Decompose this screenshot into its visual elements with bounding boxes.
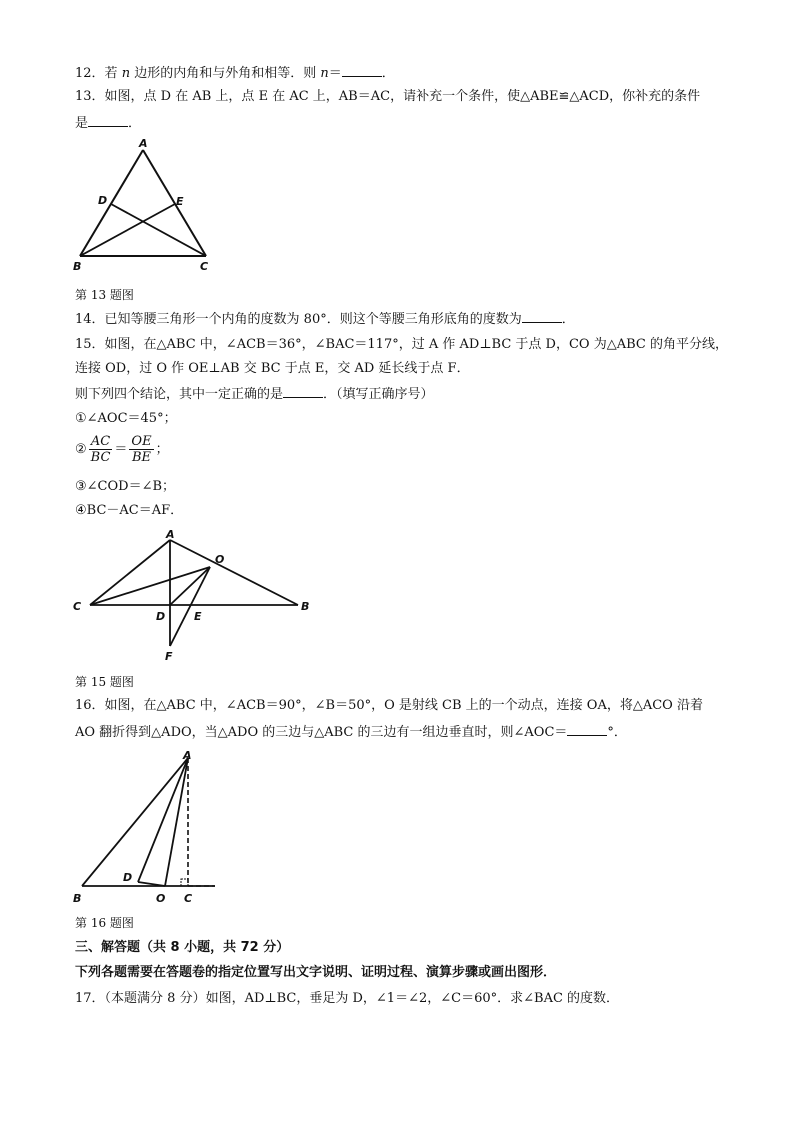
figure-13-caption: 第 13 题图 xyxy=(75,288,134,302)
q15-frac2-denominator: BE xyxy=(131,450,152,465)
fig15-label-d: D xyxy=(156,610,166,623)
q15-frac1-numerator: AC xyxy=(90,434,111,449)
fig13-label-e: E xyxy=(176,195,184,208)
fig16-right-angle-mark xyxy=(181,879,188,886)
q13-answer-blank[interactable] xyxy=(88,114,128,127)
figure-15 xyxy=(70,528,320,666)
section-3-instruction: 下列各题需要在答题卷的指定位置写出文字说明、证明过程、演算步骤或画出图形． xyxy=(75,965,557,980)
q12-text-mid: 边形的内角和与外角和相等．则 xyxy=(130,66,321,81)
q12-answer-blank[interactable] xyxy=(342,64,382,77)
q15-fraction-oe-be xyxy=(129,434,153,465)
section-3-title: 三、解答题（共 8 小题，共 72 分） xyxy=(75,940,290,955)
q15-c2-number: ② xyxy=(75,442,87,457)
fig13-segment-eb xyxy=(80,204,175,256)
q14-answer-blank[interactable] xyxy=(522,310,562,323)
question-15-line-1: 15．如图，在△ABC 中，∠ACB＝36°，∠BAC＝117°，过 A 作 AD⊥BC 于点 D，CO 为△ABC 的角平分线， xyxy=(75,337,728,352)
q12-text-start: 12．若 xyxy=(75,66,122,81)
fig16-label-a: A xyxy=(183,749,192,762)
fig13-segment-dc xyxy=(111,204,206,256)
q14-text: 14．已知等腰三角形一个内角的度数为 80°．则这个等腰三角形底角的度数为 xyxy=(75,312,522,327)
q16-text: AO 翻折得到△ADO，当△ADO 的三边与△ABC 的三边有一组边垂直时，则∠AOC＝ xyxy=(75,725,568,740)
q15-instruction: ．（填写正确序号） xyxy=(323,387,434,402)
fig16-label-d: D xyxy=(123,871,133,884)
q12-var-n2: n xyxy=(320,66,329,81)
question-13-line-1: 13．如图，点 D 在 AB 上，点 E 在 AC 上，AB＝AC，请补充一个条件，使△ABE≌△ACD，你补充的条件 xyxy=(75,89,701,104)
fig13-label-b: B xyxy=(73,260,82,273)
q15-conclusion-3: ③∠COD＝∠B； xyxy=(75,479,176,494)
fig15-label-b: B xyxy=(301,600,310,613)
fig15-label-e: E xyxy=(194,610,202,623)
question-17: 17．（本题满分 8 分）如图，AD⊥BC，垂足为 D，∠1＝∠2，∠C＝60°．求∠BAC 的度数． xyxy=(75,991,620,1006)
q15-conclusion-1: ①∠AOC＝45°； xyxy=(75,411,177,426)
question-14 xyxy=(75,310,575,329)
fig15-segment-ab xyxy=(170,540,298,605)
fig13-label-c: C xyxy=(200,260,209,273)
fig16-segment-ao xyxy=(165,758,188,886)
fig16-label-b: B xyxy=(73,892,82,905)
figure-13 xyxy=(70,138,220,278)
q15-answer-blank[interactable] xyxy=(283,385,323,398)
fig16-label-c: C xyxy=(184,892,193,905)
fig15-segment-of xyxy=(170,567,210,646)
q15-c2-end: ； xyxy=(155,442,169,457)
fig13-side-ab xyxy=(80,150,143,256)
fig15-segment-ca xyxy=(90,540,170,605)
q15-c2-equals: ＝ xyxy=(114,442,128,457)
fig16-segment-ad xyxy=(138,758,188,882)
fig13-label-a: A xyxy=(139,138,148,150)
fig16-label-o: O xyxy=(156,892,166,905)
q14-period: ． xyxy=(561,312,575,327)
q16-answer-blank[interactable] xyxy=(567,723,607,736)
fig13-label-d: D xyxy=(98,194,108,207)
fig13-side-ac xyxy=(143,150,206,256)
fig15-segment-co xyxy=(90,567,210,605)
q12-var-n: n xyxy=(121,66,131,81)
fig15-label-o: O xyxy=(215,553,225,566)
question-13-line-2 xyxy=(75,114,141,133)
figure-15-caption: 第 15 题图 xyxy=(75,675,134,689)
q15-fraction-ac-bc xyxy=(89,434,113,465)
q15-text: 则下列四个结论，其中一定正确的是 xyxy=(75,387,284,402)
q16-end: °． xyxy=(607,725,627,740)
figure-16 xyxy=(70,748,230,908)
fig15-label-f: F xyxy=(165,650,173,663)
fig15-label-a: A xyxy=(166,528,175,541)
q15-conclusion-2 xyxy=(75,432,169,468)
q15-conclusion-4: ④BC－AC＝AF． xyxy=(75,503,184,518)
question-12 xyxy=(75,64,395,83)
figure-16-caption: 第 16 题图 xyxy=(75,916,134,930)
q15-frac2-numerator: OE xyxy=(131,434,152,449)
q15-frac1-denominator: BC xyxy=(90,450,111,465)
q13-period: ． xyxy=(128,116,142,131)
q12-period: ． xyxy=(381,66,395,81)
question-16-line-1: 16．如图，在△ABC 中，∠ACB＝90°，∠B＝50°，O 是射线 CB 上的一个动点，连接 OA，将△ACO 沿着 xyxy=(75,698,703,713)
question-16-line-2 xyxy=(75,723,627,742)
question-15-line-3 xyxy=(75,385,434,404)
q12-equals: ＝ xyxy=(328,66,342,81)
fig16-segment-ba xyxy=(82,758,188,886)
question-15-line-2: 连接 OD，过 O 作 OE⊥AB 交 BC 于点 E，交 AD 延长线于点 F． xyxy=(75,361,470,376)
q13-text: 是 xyxy=(75,116,89,131)
fig15-label-c: C xyxy=(73,600,82,613)
